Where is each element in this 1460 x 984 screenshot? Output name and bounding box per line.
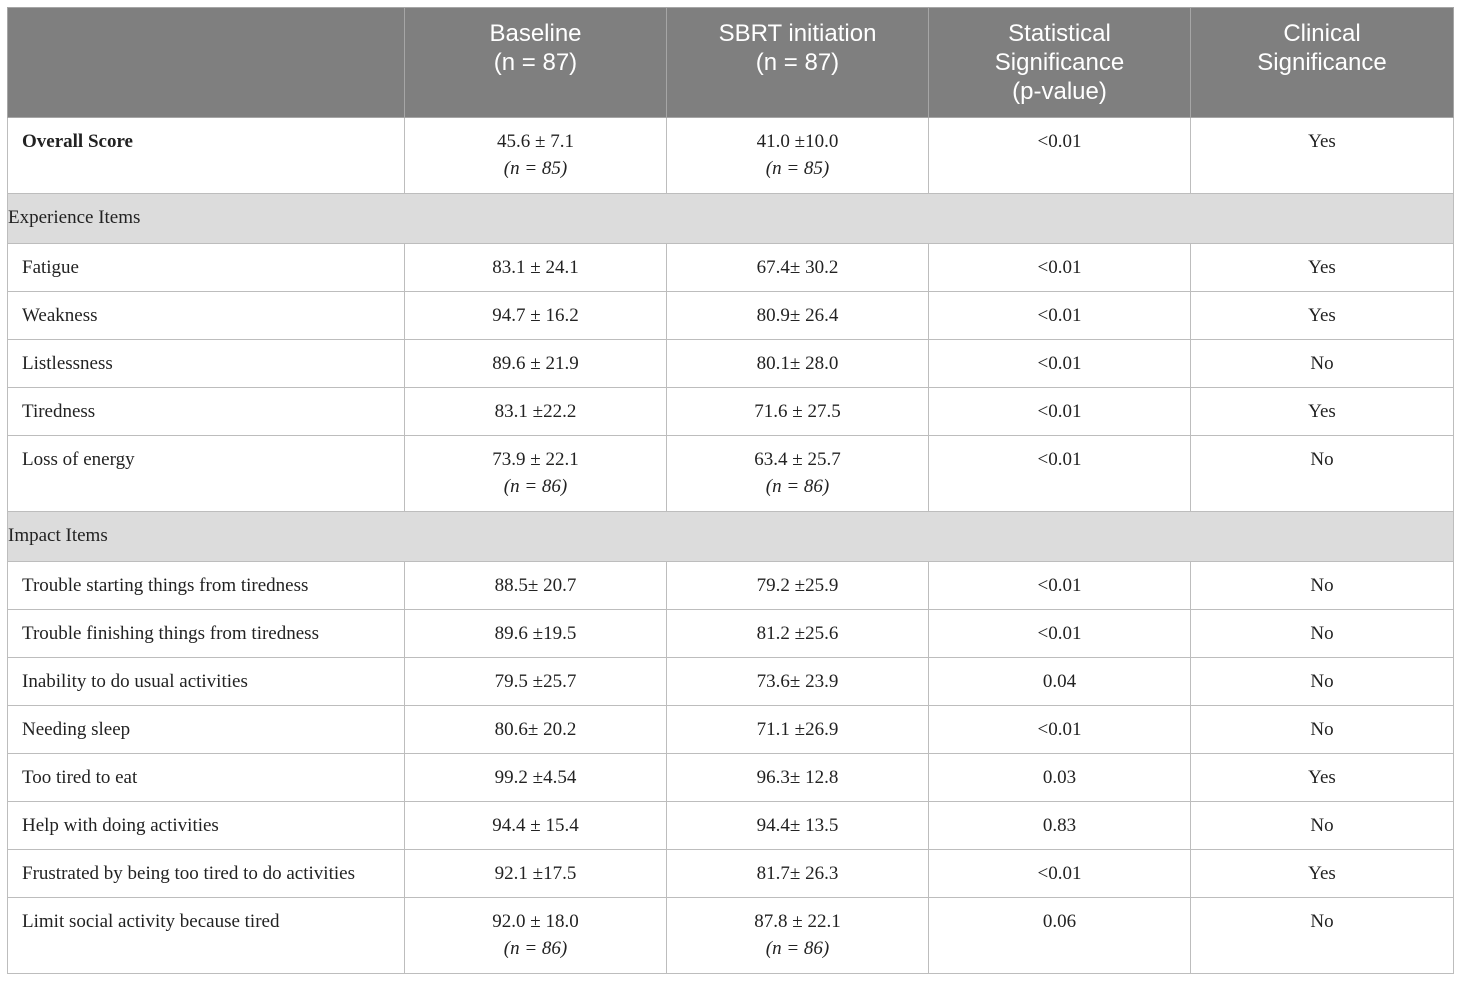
p-value-cell: <0.01 xyxy=(929,118,1191,194)
header-line: Statistical xyxy=(1008,20,1111,47)
baseline-cell xyxy=(405,118,667,194)
p-value-cell: 0.06 xyxy=(929,898,1191,974)
baseline-cell-n: (n = 85) xyxy=(503,158,568,179)
baseline-cell-value: 89.6 ±19.5 xyxy=(494,623,577,644)
header-clinical-significance xyxy=(1191,8,1454,118)
p-value-cell: <0.01 xyxy=(929,340,1191,388)
header-line: SBRT initiation xyxy=(718,20,877,47)
baseline-cell-value: 99.2 ±4.54 xyxy=(494,767,577,788)
clinical-significance-cell: No xyxy=(1191,706,1454,754)
baseline-cell xyxy=(405,610,667,658)
p-value-cell: <0.01 xyxy=(929,436,1191,512)
header-line: (p-value) xyxy=(1012,78,1107,105)
row-label: Overall Score xyxy=(8,118,405,194)
baseline-cell xyxy=(405,436,667,512)
table-row xyxy=(8,850,1454,898)
header-line: (n = 87) xyxy=(493,49,578,76)
p-value-cell: 0.83 xyxy=(929,802,1191,850)
baseline-cell-value: 89.6 ± 21.9 xyxy=(492,353,579,374)
sbrt-cell xyxy=(667,562,929,610)
sbrt-cell xyxy=(667,610,929,658)
sbrt-cell xyxy=(667,244,929,292)
table-row xyxy=(8,292,1454,340)
header-line: Clinical xyxy=(1283,20,1361,47)
sbrt-cell xyxy=(667,754,929,802)
baseline-cell-value: 83.1 ± 24.1 xyxy=(492,257,579,278)
header-statistical-significance xyxy=(929,8,1191,118)
section-header-row xyxy=(8,194,1454,244)
baseline-cell-value: 83.1 ±22.2 xyxy=(494,401,577,422)
table-body xyxy=(8,118,1454,974)
row-label: Tiredness xyxy=(8,388,405,436)
row-label: Fatigue xyxy=(8,244,405,292)
baseline-cell xyxy=(405,658,667,706)
section-title: Impact Items xyxy=(8,512,1454,562)
clinical-significance-cell: Yes xyxy=(1191,292,1454,340)
clinical-significance-cell: No xyxy=(1191,610,1454,658)
p-value-cell: <0.01 xyxy=(929,562,1191,610)
clinical-significance-cell: No xyxy=(1191,340,1454,388)
baseline-cell-value: 79.5 ±25.7 xyxy=(494,671,577,692)
baseline-cell-value: 45.6 ± 7.1 xyxy=(497,131,574,152)
clinical-significance-cell: Yes xyxy=(1191,244,1454,292)
baseline-cell xyxy=(405,244,667,292)
clinical-significance-cell: No xyxy=(1191,898,1454,974)
sbrt-cell-value: 71.6 ± 27.5 xyxy=(754,401,841,422)
clinical-significance-cell: Yes xyxy=(1191,754,1454,802)
baseline-cell xyxy=(405,388,667,436)
p-value-cell: <0.01 xyxy=(929,244,1191,292)
sbrt-cell-value: 94.4± 13.5 xyxy=(756,815,839,836)
sbrt-cell xyxy=(667,850,929,898)
clinical-significance-cell: No xyxy=(1191,562,1454,610)
sbrt-cell-value: 79.2 ±25.9 xyxy=(756,575,839,596)
baseline-cell xyxy=(405,850,667,898)
baseline-cell xyxy=(405,706,667,754)
clinical-significance-cell: No xyxy=(1191,436,1454,512)
table-header xyxy=(8,8,1454,118)
baseline-cell-value: 94.7 ± 16.2 xyxy=(492,305,579,326)
baseline-cell xyxy=(405,802,667,850)
row-label: Frustrated by being too tired to do activities xyxy=(8,850,405,898)
row-label: Weakness xyxy=(8,292,405,340)
p-value-cell: <0.01 xyxy=(929,292,1191,340)
baseline-cell xyxy=(405,340,667,388)
sbrt-cell xyxy=(667,436,929,512)
sbrt-cell-value: 80.9± 26.4 xyxy=(756,305,839,326)
baseline-cell xyxy=(405,562,667,610)
table-row xyxy=(8,706,1454,754)
p-value-cell: <0.01 xyxy=(929,610,1191,658)
clinical-significance-cell: No xyxy=(1191,802,1454,850)
sbrt-cell xyxy=(667,802,929,850)
table-row xyxy=(8,562,1454,610)
header-baseline xyxy=(405,8,667,118)
header-line: Baseline xyxy=(489,20,582,47)
row-label: Needing sleep xyxy=(8,706,405,754)
sbrt-cell xyxy=(667,706,929,754)
sbrt-cell-value: 81.7± 26.3 xyxy=(756,863,839,884)
table-row xyxy=(8,436,1454,512)
table-row xyxy=(8,244,1454,292)
sbrt-cell-value: 96.3± 12.8 xyxy=(756,767,839,788)
table-row xyxy=(8,610,1454,658)
results-table xyxy=(7,7,1454,974)
row-label: Loss of energy xyxy=(8,436,405,512)
sbrt-cell-value: 41.0 ±10.0 xyxy=(756,131,839,152)
clinical-significance-cell: No xyxy=(1191,658,1454,706)
baseline-cell xyxy=(405,898,667,974)
baseline-cell xyxy=(405,754,667,802)
row-label: Too tired to eat xyxy=(8,754,405,802)
row-label: Limit social activity because tired xyxy=(8,898,405,974)
table-row xyxy=(8,388,1454,436)
row-label: Help with doing activities xyxy=(8,802,405,850)
p-value-cell: <0.01 xyxy=(929,706,1191,754)
p-value-cell: 0.03 xyxy=(929,754,1191,802)
row-label: Trouble finishing things from tiredness xyxy=(8,610,405,658)
baseline-cell-value: 92.0 ± 18.0 xyxy=(492,911,579,932)
p-value-cell: 0.04 xyxy=(929,658,1191,706)
header-line: (n = 87) xyxy=(755,49,840,76)
baseline-cell-n: (n = 86) xyxy=(503,476,568,497)
header-line: Significance xyxy=(994,49,1125,76)
header-item-label xyxy=(8,8,405,118)
clinical-significance-cell: Yes xyxy=(1191,850,1454,898)
sbrt-cell-n: (n = 85) xyxy=(765,158,830,179)
header-sbrt-initiation xyxy=(667,8,929,118)
baseline-cell-value: 88.5± 20.7 xyxy=(494,575,577,596)
sbrt-cell-n: (n = 86) xyxy=(765,938,830,959)
sbrt-cell-value: 71.1 ±26.9 xyxy=(756,719,839,740)
baseline-cell-n: (n = 86) xyxy=(503,938,568,959)
baseline-cell-value: 80.6± 20.2 xyxy=(494,719,577,740)
table-row xyxy=(8,118,1454,194)
p-value-cell: <0.01 xyxy=(929,388,1191,436)
sbrt-cell-value: 67.4± 30.2 xyxy=(756,257,839,278)
sbrt-cell-value: 80.1± 28.0 xyxy=(756,353,839,374)
row-label: Inability to do usual activities xyxy=(8,658,405,706)
table-row xyxy=(8,340,1454,388)
baseline-cell-value: 94.4 ± 15.4 xyxy=(492,815,579,836)
row-label: Trouble starting things from tiredness xyxy=(8,562,405,610)
sbrt-cell xyxy=(667,118,929,194)
sbrt-cell xyxy=(667,292,929,340)
row-label: Listlessness xyxy=(8,340,405,388)
table-row xyxy=(8,754,1454,802)
sbrt-cell xyxy=(667,658,929,706)
header-line: Significance xyxy=(1257,49,1387,76)
clinical-significance-cell: Yes xyxy=(1191,118,1454,194)
header-row xyxy=(8,8,1454,118)
baseline-cell-value: 73.9 ± 22.1 xyxy=(492,449,579,470)
sbrt-cell-value: 73.6± 23.9 xyxy=(756,671,839,692)
sbrt-cell-value: 81.2 ±25.6 xyxy=(756,623,839,644)
sbrt-cell-n: (n = 86) xyxy=(765,476,830,497)
sbrt-cell xyxy=(667,340,929,388)
section-title: Experience Items xyxy=(8,194,1454,244)
clinical-significance-cell: Yes xyxy=(1191,388,1454,436)
section-header-row xyxy=(8,512,1454,562)
p-value-cell: <0.01 xyxy=(929,850,1191,898)
baseline-cell-value: 92.1 ±17.5 xyxy=(494,863,577,884)
sbrt-cell-value: 63.4 ± 25.7 xyxy=(754,449,841,470)
sbrt-cell-value: 87.8 ± 22.1 xyxy=(754,911,841,932)
sbrt-cell xyxy=(667,898,929,974)
table-row xyxy=(8,802,1454,850)
table-row xyxy=(8,658,1454,706)
sbrt-cell xyxy=(667,388,929,436)
table-row xyxy=(8,898,1454,974)
baseline-cell xyxy=(405,292,667,340)
